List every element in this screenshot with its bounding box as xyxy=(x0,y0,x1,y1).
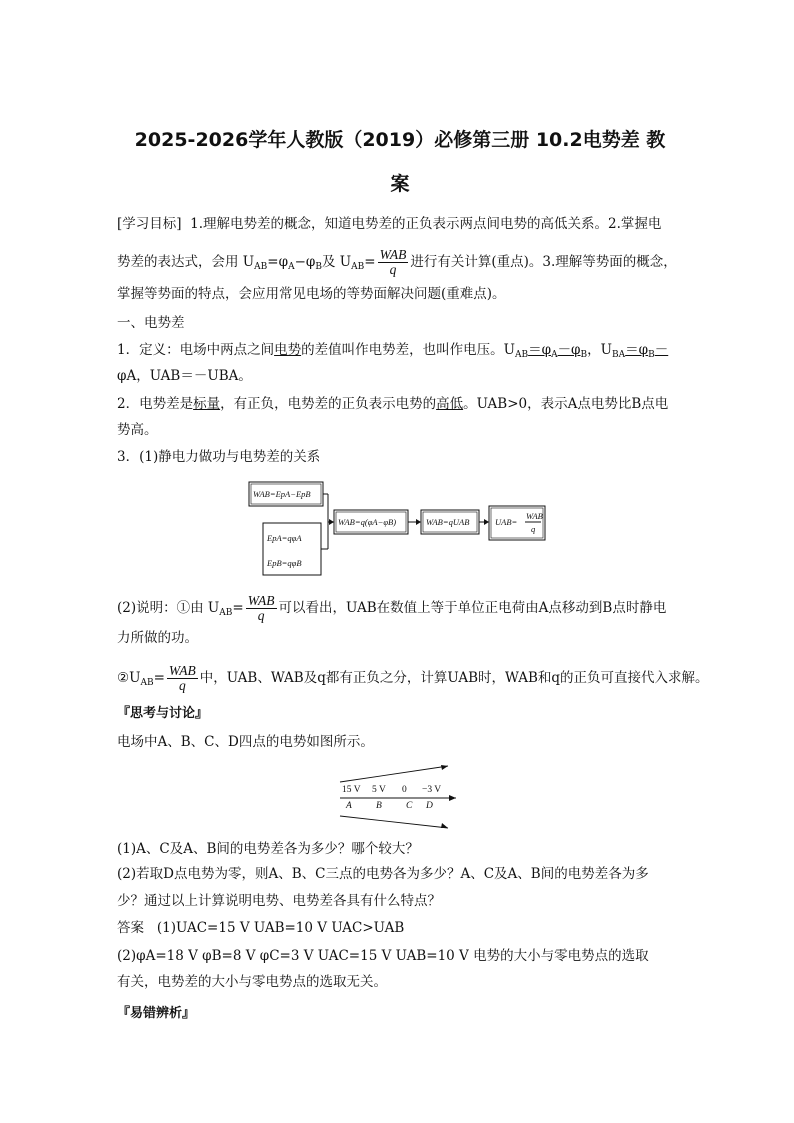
flow-box-2a: EpA=qφA xyxy=(267,533,302,543)
explain-1c: 可以看出，UAB在数值上等于单位正电荷由A点移动到B点时静电 xyxy=(278,600,667,616)
potential-line-diagram xyxy=(330,760,470,832)
def-1c: 的差值叫作电势差，也叫作电压。U xyxy=(301,342,515,358)
explain-frac-num-2: WAB xyxy=(168,663,196,678)
def-1f: ，U xyxy=(587,342,613,358)
scalar-1c: ，有正负，电势差的正负表示电势的 xyxy=(220,396,437,412)
explain-3c: 中，UAB、WAB及q都有正负之分，计算UAB时，WAB和q的正负可直接代入求解。 xyxy=(199,670,709,686)
page-title xyxy=(110,118,690,206)
explain-line-1: (2)说明：①由 $U_{AB}=$ $\frac{\text{WAB}}{q}$ 可以看出，UAB在数值上等于单位正电荷由A点移动到B点时静电 xyxy=(117,593,667,623)
scalar-1d: 高低 xyxy=(436,396,464,412)
goals-label: [学习目标] xyxy=(117,216,182,232)
potential-point-1: B xyxy=(376,801,382,811)
question-2-line-2: 少？通过以上计算说明电势、电势差各具有什么特点？ xyxy=(117,893,441,909)
scalar-line-2: 势高。 xyxy=(117,422,158,438)
frac-den: q xyxy=(389,262,397,277)
scalar-1b: 标量 xyxy=(193,396,221,412)
title-line-1: 2025-2026学年人教版（2019）必修第三册 10.2电势差 教 xyxy=(134,129,666,151)
flow-box-4: WAB=qUAB xyxy=(426,517,470,527)
think-heading: 『思考与讨论』 xyxy=(117,706,209,721)
scalar-1e: 。UAB>0，表示A点电势比B点电 xyxy=(463,396,669,412)
answer-line-1 xyxy=(117,918,404,938)
formula-fraction xyxy=(378,248,409,277)
goals-text-1: 1.理解电势差的概念，知道电势差的正负表示两点间电势的高低关系。2.掌握电 xyxy=(190,216,662,232)
explain-line-2: 力所做的功。 xyxy=(117,630,198,646)
potential-value-3: −3 V xyxy=(422,785,442,795)
goals-line-3: 掌握等势面的特点，会应用常见电场的等势面解决问题(重难点)。 xyxy=(117,286,506,302)
section-heading: 一、电势差 xyxy=(117,315,185,331)
flow-box-5: UAB= xyxy=(495,517,518,527)
answer-1: (1)UAC=15 V UAB=10 V UAC>UAB xyxy=(156,920,405,936)
flow-box-1: WAB=EpA−EpB xyxy=(253,489,311,499)
explain-3b: = xyxy=(153,670,165,686)
potential-point-2: C xyxy=(406,801,413,811)
question-2-line-1: (2)若取D点电势为零，则A、B、C三点的电势各为多少？A、C及A、B间的电势差各为多 xyxy=(117,866,649,882)
explain-frac-den-2: q xyxy=(178,678,186,693)
goals-2c: −φ xyxy=(294,254,316,270)
flow-box-2b: EpB=qφB xyxy=(267,558,302,568)
def-1b: 电势 xyxy=(274,342,302,358)
goals-2e: = xyxy=(364,254,376,270)
answer-line-3: 有关，电势差的大小与零电势点的选取无关。 xyxy=(117,974,387,990)
think-intro: 电场中A、B、C、D四点的电势如图所示。 xyxy=(117,734,374,750)
def-1e: －φ xyxy=(557,342,581,358)
flow-frac-num: WAB xyxy=(526,511,543,521)
relation-title: 3．(1)静电力做功与电势差的关系 xyxy=(117,449,321,465)
goals-2a: 势差的表达式，会用 U xyxy=(117,254,255,270)
flow-frac-den: q xyxy=(531,524,536,534)
def-line-1: 1．定义：电场中两点之间电势的差值叫作电势差，也叫作电压。$U_{AB}=\varphi_A-\varphi_B$，$U_{BA}=\varphi_B-$ xyxy=(117,342,669,360)
explain-1b: = xyxy=(232,600,244,616)
error-heading: 『易错辨析』 xyxy=(117,1006,196,1021)
goals-2d: 及 U xyxy=(321,254,352,270)
frac-num: WAB xyxy=(379,247,407,262)
explain-frac-den-1: q xyxy=(257,608,265,623)
explain-1a: (2)说明：①由 U xyxy=(117,600,220,616)
answer-label: 答案 xyxy=(117,920,144,936)
goals-line-2: 势差的表达式，会用 $U_{AB}=\varphi_A-\varphi_B$及 $U_{AB}=$ $\frac{\text{WAB}}{q}$ 进行有关计算(重点)。3.理解等势面的概念， xyxy=(117,247,677,277)
goals-2f: 进行有关计算(重点)。3.理解等势面的概念， xyxy=(410,254,677,270)
scalar-1a: 2．电势差是 xyxy=(117,396,194,412)
explain-line-3: $②U_{AB}=$ $\frac{\text{WAB}}{q}$ 中，UAB、WAB及q都有正负之分，计算UAB时，WAB和q的正负可直接代入求解。 xyxy=(117,663,709,693)
question-1: (1)A、C及A、B间的电势差各为多少？哪个较大？ xyxy=(117,841,419,857)
explain-frac-num-1: WAB xyxy=(247,593,275,608)
potential-value-2: 0 xyxy=(402,785,407,795)
flow-box-3: WAB=q(φA−φB) xyxy=(338,517,397,527)
potential-point-0: A xyxy=(346,801,352,811)
def-1h: － xyxy=(654,342,669,358)
goals-line-1 xyxy=(117,214,661,234)
title-line-2: 案 xyxy=(390,173,410,195)
def-1a: 1．定义：电场中两点之间 xyxy=(117,342,275,358)
def-line-2: φA，UAB＝－UBA。 xyxy=(117,368,252,384)
explain-3a: ②U xyxy=(117,670,141,686)
potential-value-0: 15 V xyxy=(342,785,361,795)
potential-value-1: 5 V xyxy=(372,785,386,795)
potential-point-3: D xyxy=(426,801,433,811)
work-potential-flow-diagram xyxy=(240,474,560,578)
scalar-line-1 xyxy=(117,394,668,414)
explain-fraction-1 xyxy=(246,594,277,623)
answer-line-2: (2)φA=18 V φB=8 V φC=3 V UAC=15 V UAB=10 V 电势的大小与零电势点的选取 xyxy=(117,948,649,964)
explain-fraction-2 xyxy=(167,664,198,693)
def-1d: ＝φ xyxy=(528,342,552,358)
def-1g: ＝φ xyxy=(625,342,649,358)
goals-2b: =φ xyxy=(267,254,289,270)
